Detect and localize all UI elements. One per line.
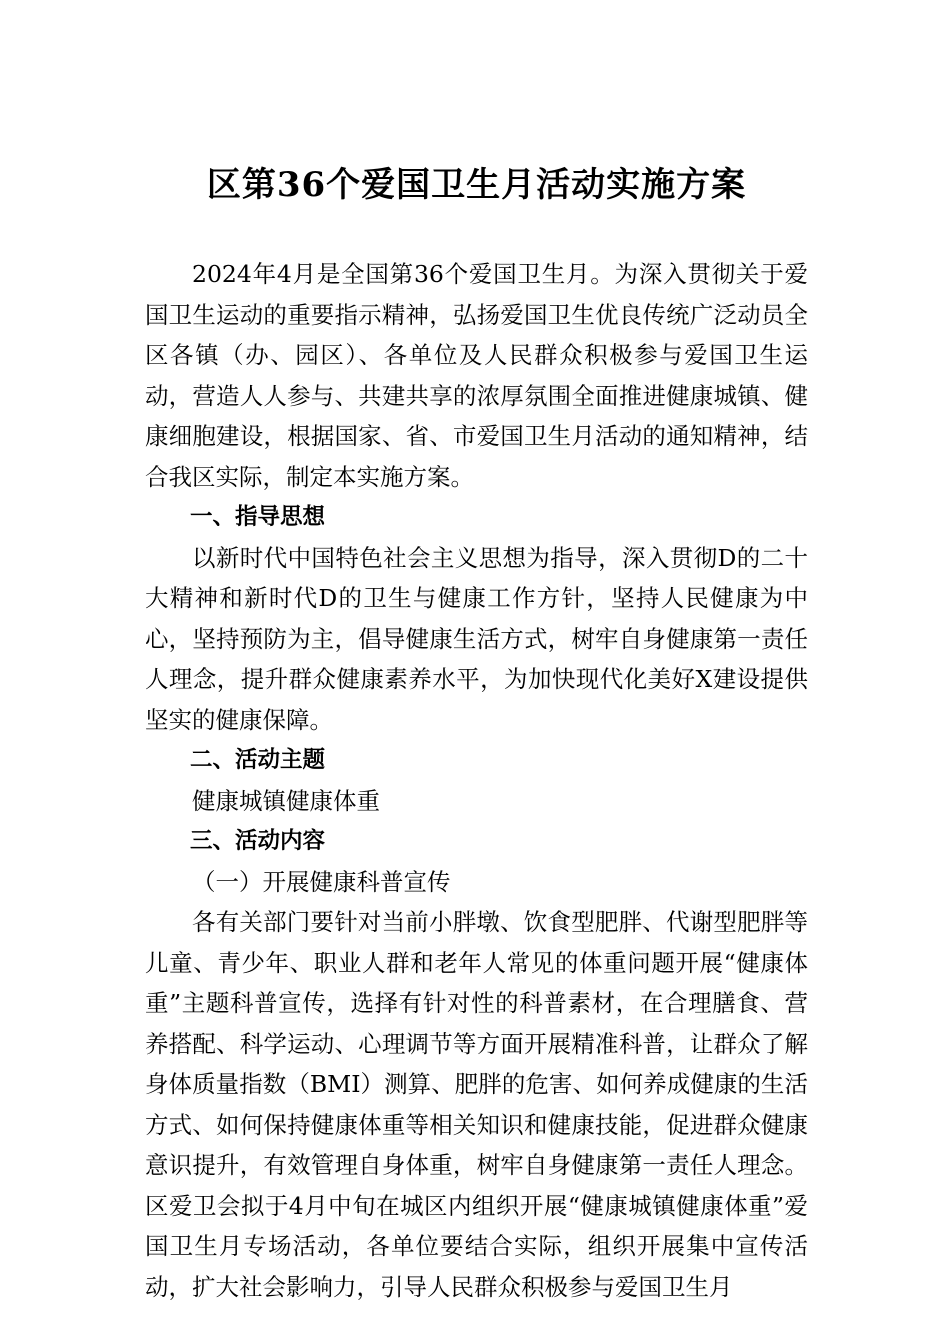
- section-heading-activity-content: 三、活动内容: [190, 828, 326, 854]
- subsection-heading-health-promotion: （一）开展健康科普宣传: [192, 867, 451, 896]
- activity-theme-text: 健康城镇健康体重: [192, 786, 380, 815]
- section-heading-guiding-ideology: 一、指导思想: [190, 504, 326, 530]
- document-body: [145, 254, 808, 1307]
- guiding-ideology-paragraph: 以新时代中国特色社会主义思想为指导，深入贯彻D的二十大精神和新时代D的卫生与健康工作方针，坚持人民健康为中心，坚持预防为主，倡导健康生活方式，树牢自身健康第一责任人理念，提升群众健康素养水平，为加快现代化美好X建设提供坚实的健康保障。: [145, 543, 808, 734]
- document-title: 区第36个爱国卫生月活动实施方案: [206, 165, 747, 205]
- section-heading-activity-theme: 二、活动主题: [190, 747, 326, 773]
- intro-paragraph: 2024年4月是全国第36个爱国卫生月。为深入贯彻关于爱国卫生运动的重要指示精神，弘扬爱国卫生优良传统广泛动员全区各镇（办、园区）、各单位及人民群众积极参与爱国卫生运动，营造人人参与、共建共享的浓厚氛围全面推进健康城镇、健康细胞建设，根据国家、省、市爱国卫生月活动的通知精神，结合我区实际，制定本实施方案。: [145, 260, 808, 491]
- health-promotion-paragraph: 各有关部门要针对当前小胖墩、饮食型肥胖、代谢型肥胖等儿童、青少年、职业人群和老年人常见的体重问题开展“健康体重”主题科普宣传，选择有针对性的科普素材，在合理膳食、营养搭配、科学运动、心理调节等方面开展精准科普，让群众了解身体质量指数（BMI）测算、肥胖的危害、如何养成健康的生活方式、如何保持健康体重等相关知识和健康技能，促进群众健康意识提升，有效管理自身体重，树牢自身健康第一责任人理念。区爱卫会拟于4月中旬在城区内组织开展“健康城镇健康体重”爱国卫生月专场活动，各单位要结合实际，组织开展集中宣传活动，扩大社会影响力，引导人民群众积极参与爱国卫生月: [145, 908, 808, 1301]
